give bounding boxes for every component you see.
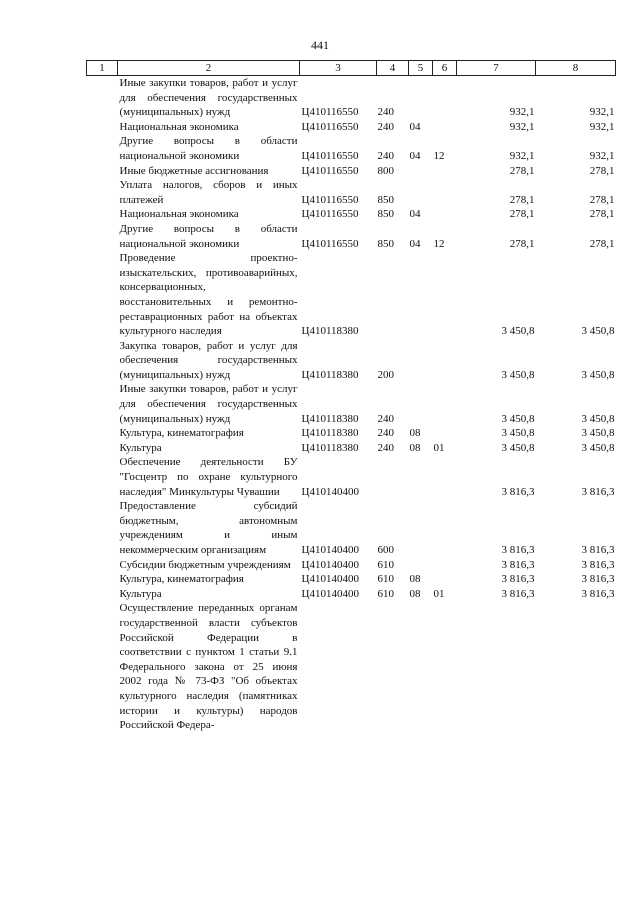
row-blank-cell — [87, 382, 118, 426]
row-section — [409, 251, 433, 339]
row-expense-type: 850 — [377, 208, 394, 221]
row-amount-col8: 3 816,3 — [581, 544, 615, 556]
table-row — [87, 207, 616, 222]
row-section — [409, 499, 433, 557]
header-col-5: 5 — [409, 61, 433, 76]
row-subsection: 12 — [433, 149, 445, 162]
row-expense-type: 800 — [377, 164, 394, 177]
row-name: Предоставление субсидий бюджетным, автономным учреждениям и иным некоммерческим организациям — [119, 500, 298, 556]
row-amount-col7: 3 450,8 — [501, 412, 535, 425]
row-amount-col8 — [536, 601, 616, 732]
header-col-6: 6 — [433, 61, 457, 76]
row-amount-col7: 932,1 — [509, 120, 535, 133]
row-blank-cell — [87, 222, 118, 251]
row-amount-col7: 3 450,8 — [501, 325, 535, 338]
row-code — [300, 601, 377, 732]
row-section — [409, 76, 433, 120]
row-blank-cell — [87, 164, 118, 179]
row-amount-col8: 3 816,3 — [581, 573, 615, 586]
row-name: Субсидии бюджетным учреждениям — [119, 558, 291, 571]
row-amount-col8: 3 816,3 — [581, 558, 615, 571]
row-amount-col7 — [457, 601, 536, 732]
row-expense-type: 240 — [377, 412, 394, 425]
row-code: Ц410140400 — [301, 485, 359, 498]
row-amount-col7: 3 450,8 — [501, 441, 535, 454]
row-code: Ц410140400 — [301, 573, 359, 586]
row-name: Культура — [119, 587, 162, 600]
row-subsection — [433, 76, 457, 120]
table-row — [87, 339, 616, 383]
row-amount-col7: 3 450,8 — [501, 368, 535, 381]
row-code: Ц410140400 — [301, 544, 359, 556]
row-subsection — [433, 251, 457, 339]
row-code: Ц410118380 — [301, 412, 359, 425]
row-section: 08 — [409, 587, 421, 600]
table-body — [87, 76, 616, 733]
row-code: Ц410118380 — [301, 427, 359, 440]
row-amount-col7: 278,1 — [509, 237, 535, 250]
row-amount-col7: 932,1 — [509, 149, 535, 162]
row-expense-type: 200 — [377, 368, 394, 381]
header-col-3: 3 — [300, 61, 377, 76]
row-subsection: 01 — [433, 587, 445, 600]
row-blank-cell — [87, 339, 118, 383]
row-subsection: 12 — [433, 237, 445, 250]
row-subsection — [433, 499, 457, 557]
row-subsection — [433, 558, 457, 573]
row-blank-cell — [87, 601, 118, 732]
row-section — [409, 178, 433, 207]
row-code: Ц410118380 — [301, 441, 359, 454]
row-section: 08 — [409, 573, 421, 586]
row-section: 08 — [409, 441, 421, 454]
row-blank-cell — [87, 426, 118, 441]
row-subsection — [433, 426, 457, 441]
row-blank-cell — [87, 499, 118, 557]
header-col-1: 1 — [87, 61, 118, 76]
header-col-2: 2 — [118, 61, 300, 76]
row-section — [409, 382, 433, 426]
row-expense-type: 610 — [377, 587, 394, 600]
row-blank-cell — [87, 587, 118, 602]
row-amount-col8: 278,1 — [589, 237, 615, 250]
row-amount-col7: 932,1 — [509, 106, 535, 119]
row-section — [409, 339, 433, 383]
row-section: 04 — [409, 237, 421, 250]
row-expense-type: 850 — [377, 237, 394, 250]
row-subsection — [433, 455, 457, 499]
row-name: Другие вопросы в области национальной экономики — [119, 222, 298, 250]
row-amount-col8: 3 450,8 — [581, 325, 615, 338]
row-subsection — [433, 120, 457, 135]
table-row — [87, 441, 616, 456]
row-amount-col8: 3 450,8 — [581, 412, 615, 425]
row-name: Культура — [119, 441, 162, 454]
header-col-8: 8 — [536, 61, 616, 76]
row-expense-type — [377, 251, 409, 339]
row-section: 04 — [409, 120, 421, 133]
row-subsection — [433, 339, 457, 383]
row-code: Ц410116550 — [301, 237, 359, 250]
row-section: 08 — [409, 427, 421, 440]
row-amount-col7: 278,1 — [509, 164, 535, 177]
row-amount-col8: 3 816,3 — [581, 485, 615, 498]
row-blank-cell — [87, 455, 118, 499]
row-section: 04 — [409, 149, 421, 162]
row-name: Иные закупки товаров, работ и услуг для обеспечения государственных (муниципальных) нужд — [119, 383, 298, 425]
budget-table — [86, 60, 616, 733]
row-code: Ц410140400 — [301, 587, 359, 600]
table-row — [87, 572, 616, 587]
row-name: Национальная экономика — [119, 208, 239, 221]
row-name: Национальная экономика — [119, 120, 239, 133]
row-blank-cell — [87, 76, 118, 120]
table-row — [87, 120, 616, 135]
table-row — [87, 601, 616, 732]
row-code: Ц410118380 — [301, 325, 359, 338]
row-name: Закупка товаров, работ и услуг для обеспечения государственных (муниципальных) нужд — [119, 339, 298, 381]
row-name: Культура, кинематография — [119, 573, 244, 586]
row-blank-cell — [87, 251, 118, 339]
row-expense-type: 240 — [377, 427, 394, 440]
table-row — [87, 426, 616, 441]
table-row — [87, 178, 616, 207]
row-subsection — [433, 601, 457, 732]
row-amount-col8: 278,1 — [589, 193, 615, 206]
row-subsection: 01 — [433, 441, 445, 454]
row-blank-cell — [87, 178, 118, 207]
row-amount-col7: 278,1 — [509, 193, 535, 206]
row-expense-type: 240 — [377, 106, 394, 119]
row-section — [409, 558, 433, 573]
row-amount-col8: 932,1 — [589, 149, 615, 162]
row-section: 04 — [409, 208, 421, 221]
table-row — [87, 164, 616, 179]
row-blank-cell — [87, 441, 118, 456]
row-expense-type: 850 — [377, 193, 394, 206]
header-row — [87, 61, 616, 76]
table-row — [87, 499, 616, 557]
row-amount-col8: 932,1 — [589, 120, 615, 133]
row-expense-type: 600 — [377, 544, 394, 556]
row-amount-col8: 278,1 — [589, 208, 615, 221]
row-amount-col7: 3 450,8 — [501, 427, 535, 440]
row-expense-type: 610 — [377, 573, 394, 586]
row-code: Ц410116550 — [301, 208, 359, 221]
row-code: Ц410118380 — [301, 368, 359, 381]
row-expense-type: 240 — [377, 441, 394, 454]
row-name: Уплата налогов, сборов и иных платежей — [119, 179, 298, 206]
table-row — [87, 251, 616, 339]
row-section — [409, 164, 433, 179]
row-code: Ц410116550 — [301, 193, 359, 206]
header-col-4: 4 — [377, 61, 409, 76]
row-blank-cell — [87, 120, 118, 135]
table-header — [87, 61, 616, 76]
row-code: Ц410116550 — [301, 106, 359, 119]
table-row — [87, 558, 616, 573]
row-name: Осуществление переданных органам государственной власти субъектов Российской Федерации в соответствии с пунктом 1 статьи 9.1 Федерального закона от 25 июня 2002 года № 73-ФЗ "Об объектах культурного наследия (памятниках истории и культуры) народов Российской Федера- — [119, 602, 298, 732]
row-amount-col8: 3 450,8 — [581, 441, 615, 454]
row-code: Ц410116550 — [301, 164, 359, 177]
row-blank-cell — [87, 134, 118, 163]
row-subsection — [433, 178, 457, 207]
row-name: Проведение проектно-изыскательских, противоаварийных, консервационных, восстановительных и ремонтно-реставрационных работ на объектах культурного наследия — [119, 252, 298, 338]
row-name: Иные бюджетные ассигнования — [119, 164, 269, 177]
row-code: Ц410116550 — [301, 120, 359, 133]
row-subsection — [433, 164, 457, 179]
row-name: Обеспечение деятельности БУ "Госцентр по охране культурного наследия" Минкультуры Чувашии — [119, 456, 298, 498]
row-blank-cell — [87, 572, 118, 587]
row-name: Иные закупки товаров, работ и услуг для обеспечения государственных (муниципальных) нужд — [119, 77, 298, 119]
row-expense-type: 240 — [377, 149, 394, 162]
row-subsection — [433, 572, 457, 587]
row-section — [409, 455, 433, 499]
row-blank-cell — [87, 207, 118, 222]
table-row — [87, 455, 616, 499]
row-expense-type: 610 — [377, 558, 394, 571]
row-name: Культура, кинематография — [119, 427, 244, 440]
row-amount-col7: 3 816,3 — [501, 544, 535, 556]
table-row — [87, 587, 616, 602]
row-section — [409, 601, 433, 732]
row-amount-col7: 3 816,3 — [501, 558, 535, 571]
row-code: Ц410116550 — [301, 149, 359, 162]
row-subsection — [433, 207, 457, 222]
page-number: 441 — [311, 38, 329, 52]
header-col-7: 7 — [457, 61, 536, 76]
row-code: Ц410140400 — [301, 558, 359, 571]
row-amount-col8: 3 450,8 — [581, 427, 615, 440]
row-amount-col8: 932,1 — [589, 106, 615, 119]
row-blank-cell — [87, 558, 118, 573]
row-expense-type: 240 — [377, 120, 394, 133]
row-amount-col7: 278,1 — [509, 208, 535, 221]
row-amount-col7: 3 816,3 — [501, 573, 535, 586]
row-amount-col8: 3 450,8 — [581, 368, 615, 381]
row-amount-col7: 3 816,3 — [501, 485, 535, 498]
table-row — [87, 382, 616, 426]
row-expense-type — [377, 601, 409, 732]
row-expense-type — [377, 455, 409, 499]
row-name: Другие вопросы в области национальной экономики — [119, 135, 298, 162]
table-row — [87, 222, 616, 251]
row-amount-col8: 278,1 — [589, 164, 615, 177]
row-subsection — [433, 382, 457, 426]
row-amount-col8: 3 816,3 — [581, 587, 615, 600]
row-amount-col7: 3 816,3 — [501, 587, 535, 600]
table-row — [87, 76, 616, 120]
table-row — [87, 134, 616, 163]
